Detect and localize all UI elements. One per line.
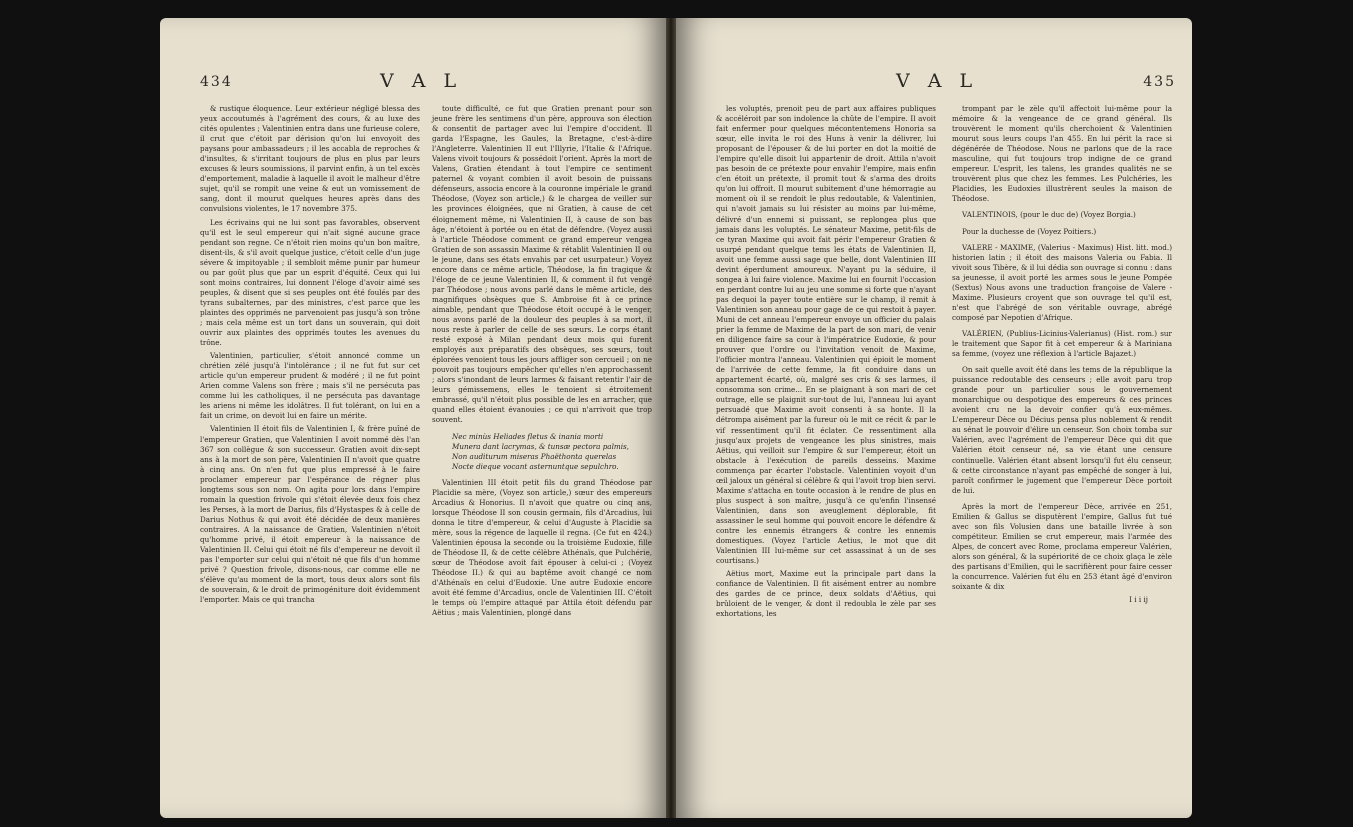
right-running-head: V A L [896,70,979,92]
dictionary-entry: VALÉRIEN, (Publius-Licinius-Valerianus) (Hist. rom.) sur le traitement que Sapor fit à cet empereur & à Mariniana sa femme, (voyez une réflexion à l'article Bajazet.) [952,328,1172,359]
verse-line: Nec minùs Heliades fletus & inania morti [452,431,604,441]
paragraph: les voluptés, prenoit peu de part aux affaires publiques & accéléroit par son indolence la chûte de l'empire. Il avoit fait enfermer pour quelques mécontentemens Honoria sa sœur, elle invita le roi des Huns à venir la délivrer, lui proposant de l'épouser & de lui porter en dot la moitié de l'empire qu'elle disoit lui appartenir de droit. Attila n'avoit pas besoin de ce prétexte pour envahir l'empire, mais enfin c'en étoit un prétexte, il promit tout & s'arma des droits qu'on lui offroit. Il mourut subitement d'une hémorragie au moment où il se rendoit le plus redoutable, & Valentinien, qui n'avoit jamais su lui résister au moins par lui-même, délivré d'un ennemi si puissant, se replongea plus que jamais dans les voluptés. Le sénateur Maxime, petit-fils de ce tyran Maxime qui avoit fait périr l'empereur Gratien & usurpé pendant quelque tems les états de Valentinien II, avoit une femme aussi sage que belle, dont Valentinien III devint éperdument amoureux. N'ayant pu la séduire, il songea à lui faire violence. Maxime lui en fournit l'occasion en perdant contre lui au jeu une somme si forte que n'ayant pas dequoi la payer toute entière sur le champ, il remit à Valentinien son anneau pour gage de ce qui restoit à payer. Muni de cet anneau l'empereur envoye un officier du palais prier la femme de Maxime de la part de son mari, de venir en diligence faire sa cour à l'impératrice Eudoxie, & pour prouver que l'ordre ou l'invitation venoit de Maxime, l'officier montra l'anneau. Valentinien qui épioit le moment de l'arrivée de cette femme, la fit conduire dans un appartement écarté, où, malgré ses cris & ses larmes, il consomma son crime... En se plaignant à son mari de cet outrage, elle se plaignit sur-tout de lui, l'anneau lui ayant persuadé que Maxime avoit consenti à sa honte. Il la détrompa aisément par la fureur où le mit ce récit & par le vif ressentiment qu'il fit éclater. Ce ressentiment alla jusqu'aux projets de vengeance les plus sinistres, mais Aëtius, qui veilloit sur l'empire & sur l'empereur, étoit un obstacle à l'exécution de pareils desseins. Maxime commença par écarter l'obstacle. Valentinien voyoit d'un œil jaloux un général si célèbre & qui l'avoit trop bien servi. Maxime s'attacha en toute occasion à le rendre de plus en plus suspect à son maître, jusqu'à ce qu'enfin l'insensé Valentinien, dans son aveuglement déplorable, fit assassiner le seul homme qui pouvoit encore le défendre & contre les ennemis étrangers & contre les ennemis domestiques. (Voyez l'article Aetius, le mot que dit Valentinien III lui-même sur cet assassinat à un de ses courtisans.) [716,104,936,566]
left-running-head: V A L [380,70,463,92]
paragraph: Valentinien, particulier, s'étoit annoncé comme un chrétien zélé jusqu'à l'intolérance ; il ne fut fut sur cet article qu'un empereur prudent & modéré ; il ne fut point Arien comme Valens son frère ; mais s'il ne persécuta pas comme lui les catholiques, il ne persécuta pas davantage les ariens ni même les idolâtres. Il fut tolérant, on lui en a fait un crime, on devoit lui en faire un mérite. [200,351,420,421]
right-page-header [716,70,1176,102]
right-page [676,18,1192,818]
paragraph: Aëtius mort, Maxime eut la principale part dans la confiance de Valentinien. Il fit aisément entrer au nombre des gardes de ce prince, deux soldats d'Aëtius, qui brûloient de le venger, & dont il redoubla le zèle par ses exhortations, les [716,569,936,619]
dictionary-entry: On sait quelle avoit été dans les tems de la république la puissance redoutable des censeurs ; elle avoit paru trop grande pour un particulier sous le gouvernement monarchique ou despotique des empereurs & ces princes avoient cru ne la devoir confier qu'à eux-mêmes. L'empereur Dèce ou Décius pensa plus noblement & rendit au sénat le pouvoir d'élire un censeur. Son choix tomba sur Valérien, avec l'agrément de l'empereur Dèce qui dit que Valérien étoit censeur né, sa vie étant une censure continuelle. Valérien étant absent lorsqu'il fut élu censeur, & cette circonstance n'ayant pas empêché de songer à lui, paroît confirmer le jugement que l'empereur Dèce portoit de lui. [952,365,1172,495]
dictionary-entry: Après la mort de l'empereur Dèce, arrivée en 251, Emilien & Gallus se disputèrent l'empire, Gallus fut tué avec son fils Volusien dans une bataille livrée à son compétiteur. Emilien se crut empereur, mais l'armée des Alpes, de concert avec Rome, proclama empereur Valérien, alors son général, & la supériorité de ce choix glaça le zèle des partisans d'Emilien, qui le sacrifièrent pour faire cesser la concurrence. Valérien fut élu en 253 étant âgé d'environ soixante & dix [952,501,1172,592]
left-column-2 [432,104,652,621]
paragraph: Valentinien II étoit fils de Valentinien I, & frère puîné de l'empereur Gratien, que Valentinien I avoit nommé dès l'an 367 son collègue & son successeur. Gratien avoit dix-sept ans à la mort de son père, Valentinien II n'avoit que quatre à cinq ans. On n'en fut que plus empressé à le faire proclamer empereur par l'espérance de régner plus longtems sous son nom. On agita pour lors dans l'empire romain la question frivole qui s'étoit élevée deux fois chez les Perses, à la mort de Darius, fils d'Hystaspes & à celle de Darius Nothus & qui avoit été décidée de deux manières contraires. A la naissance de Gratien, Valentinien n'étoit qu'homme privé, il étoit empereur à la naissance de Valentinien II. Celui qui étoit né fils d'empereur ne devoit il pas l'emporter sur celui qui n'étoit né que fils d'un homme privé ? Question frivole, disons-nous, car comme elle ne s'élève qu'au moment de la mort, tous deux alors sont fils de souverain, & le droit de primogéniture doit évidemment l'emporter. Mais ce qui trancha [200,424,420,605]
dictionary-entry: Pour la duchesse de (Voyez Poitiers.) [962,226,1097,236]
right-column-2 [952,104,1172,605]
left-page-header [200,70,650,102]
paragraph: trompant par le zèle qu'il affectoit lui-même pour la mémoire & la vengeance de ce grand général. Ils trouvèrent le moment qu'ils cherchoient & Valentinien mourut sous leurs coups l'an 455. En lui périt la race si dégénérée de Théodose. Nous ne parlons que de la race masculine, qui fut toujours trop indigne de ce grand empereur. L'esprit, les talens, les grandes qualités ne se trouvèrent plus que chez les femmes. Les Pulchéries, les Placidies, les Eudoxies illustrèrent seules la maison de Théodose. [952,104,1172,204]
left-column-1 [200,104,420,608]
dictionary-entry: VALENTINOIS, (pour le duc de) (Voyez Borgia.) [962,210,1136,220]
latin-verse-quote [452,432,652,472]
verse-line: Munera dant lacrymas, & tunsæ pectora palmis, [452,441,629,451]
verse-line: Non auditurum miseras Phaëthonta querelas [452,451,617,461]
signature-mark: I i i ij [1129,595,1148,605]
right-column-1 [716,104,936,622]
verse-line: Nocte dieque vocant asternuntque sepulchro. [452,461,619,471]
left-page-number: 434 [200,74,233,90]
paragraph: & rustique éloquence. Leur extérieur négligé blessa des yeux accoutumés à l'agrément des cours, & au luxe des cités opulentes ; Valentinien entra dans une furieuse colere, il crut que c'étoit par dérision qu'on lui envoyoit des paysans pour ambassadeurs ; il les accabla de reproches & d'insultes, & s'irritant toujours de plus en plus par leurs excuses & leurs soumissions, il parvint enfin, à un tel excès d'emportement, maladie à laquelle il avoit le malheur d'être sujet, qu'il se rompit une veine & eut un vomissement de sang, dont il mourut quelques heures après dans des convulsions violentes, le 17 novembre 375. [200,104,420,214]
paragraph: toute difficulté, ce fut que Gratien prenant pour son jeune frère les sentimens d'un père, approuva son élection & consentit de partager avec lui l'empire d'occident. Il garda l'Espagne, les Gaules, la Bretagne, c'est-à-dire l'Angleterre. Valentinien II eut l'Illyrie, l'Italie & l'Afrique. Valens vivoit toujours & possédoit l'orient. Après la mort de Valens, Gratien étendant à tout l'empire ce sentiment paternel & voyant combien il avoit besoin de puissans défenseurs, associa encore à la couronne impériale le grand Théodose, (Voyez son article,) & le chargea de veiller sur les provinces éloignées, que ni Gratien, à cause de cet éloignement même, ni Valentinien II, à cause de son bas âge, n'étoient à portée ou en état de défendre. (Voyez aussi à l'article Théodose comment ce grand empereur vengea Gratien de son assassin Maxime & rétablit Valentinien II ou le jeune, dans ses états envahis par cet usurpateur.) Voyez encore dans ce même article, Théodose, la fin tragique & l'éloge de ce jeune Valentinien II, & comment il fut vengé par Théodose ; nous avons parlé dans le même article, des magnifiques obsèques que S. Ambroise fit à ce prince aimable, pendant que Théodose étoit occupé à le venger, nous avons parlé de la douleur des peuples à sa mort, il nous reste à parler de celle de ses sœurs. Le corps étant resté exposé à Milan pendant deux mois qui furent employés aux préparatifs des obsèques, ses sœurs, tout éplorées venoient tous les jours affliger son cercueil ; on ne pouvoit pas toujours empêcher qu'elles n'en approchassent ; alors s'inondant de leurs larmes & faisant retentir l'air de leurs gémissemens, elles le tenoient si étroitement embrassé, qu'il n'étoit plus possible de les en arracher, que quand elles étoient évanouies ; ce qui n'arrivoit que trop souvent. [432,104,652,425]
right-page-number: 435 [1143,74,1176,90]
left-page [160,18,666,818]
paragraph: Les écrivains qui ne lui sont pas favorables, observent qu'il est le seul empereur qui n'ait signé aucune grace pendant son regne. Ce n'étoit rien moins qu'un bon maître, disent-ils, & s'il avoit quelque justice, c'étoit celle d'un juge sévere & impitoyable ; il sembloit même punir par humeur ou par goût plus que par un esprit d'équité. Ceux qui lui sont moins contraires, lui donnent l'éloge d'avoir aimé ses peuples, & disent que si ses peuples ont été foulés par des tyrans subalternes, par des ministres, c'est parce que les plaintes des opprimés ne parvenoient pas jusqu'à son trône ; mais cela même est un tort dans un souverain, qui doit ouvrir aux plaintes des opprimés toutes les avenues du trône. [200,217,420,348]
dictionary-entry: VALERE - MAXIME, (Valerius - Maximus) Hist. litt. mod.) historien latin ; il étoit des maisons Valeria ou Fabia. Il vivoit sous Tibère, & il lui dédia son ouvrage si connu : dans sa jeunesse, il avoit porté les armes sous le jeune Pompée (Sextus) Nous avons une traduction françoise de Valere - Maxime. Plusieurs croyent que son ouvrage tel qu'il est, n'est que l'abrégé de son véritable ouvrage, abrégé composé par Nepotien d'Afrique. [952,242,1172,322]
paragraph: Valentinien III étoit petit fils du grand Théodose par Placidie sa mère, (Voyez son article,) sœur des empereurs Arcadius & Honorius. Il n'avoit que quatre ou cinq ans, lorsque Théodose II son cousin germain, fils d'Arcadius, lui donna le titre d'empereur, & celui d'Auguste à Placidie sa mère, sous la régence de laquelle il regna. (Ce fut en 424.) Valentinien épousa la seconde ou la troisième Eudoxie, fille de Théodose II, & de cette célèbre Athénaïs, que Pulchérie, sœur de Théodose avoit fait épouser à celui-ci ; (Voyez Théodose II.) & qui au baptême avoit changé ce nom d'Athénaïs en celui d'Eudoxie. Une autre Eudoxie encore avoit été femme d'Arcadius, oncle de Valentinien III. C'étoit le temps où l'empire attaqué par Attila étoit défendu par Aëtius ; mais Valentinien, plongé dans [432,477,652,618]
